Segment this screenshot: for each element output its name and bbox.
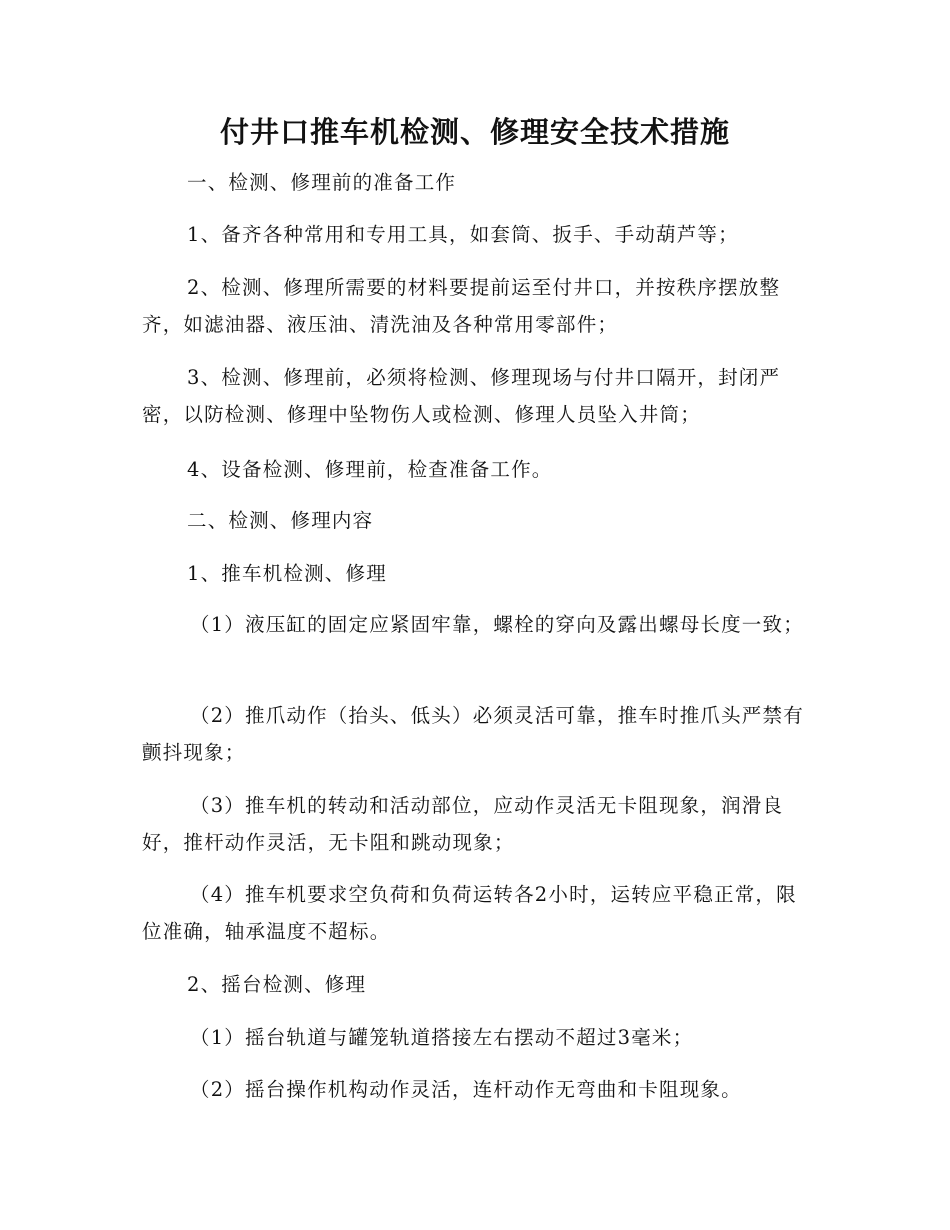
paragraph-tools: 1、备齐各种常用和专用工具，如套筒、扳手、手动葫芦等； (187, 223, 739, 246)
paragraph-isolation: 3、检测、修理前，必须将检测、修理现场与付井口隔开，封闭严密，以防检测、修理中坠物伤人或检测、修理人员坠入井筒； (142, 366, 781, 426)
subsection-heading-rocker: 2、摇台检测、修理 (187, 973, 367, 996)
subsection-heading-pusher: 1、推车机检测、修理 (187, 562, 387, 585)
paragraph-check-preparation: 4、设备检测、修理前，检查准备工作。 (187, 458, 553, 481)
paragraph-rocker-track: （1）摇台轨道与罐笼轨道搭接左右摆动不超过3毫米； (190, 1026, 694, 1049)
paragraph-test-run: （4）推车机要求空负荷和负荷运转各2小时，运转应平稳正常，限位准确，轴承温度不超标。 (142, 883, 797, 943)
paragraph-moving-parts: （3）推车机的转动和活动部位，应动作灵活无卡阻现象，润滑良好，推杆动作灵活，无卡阻和跳动现象； (142, 794, 784, 854)
paragraph-push-claw: （2）推爪动作（抬头、低头）必须灵活可靠，推车时推爪头严禁有颤抖现象； (142, 704, 804, 764)
paragraph-materials: 2、检测、修理所需要的材料要提前运至付井口，并按秩序摆放整齐，如滤油器、液压油、清洗油及各种常用零部件； (142, 276, 781, 336)
paragraph-rocker-mechanism: （2）摇台操作机构动作灵活，连杆动作无弯曲和卡阻现象。 (190, 1078, 742, 1101)
section-heading-preparation: 一、检测、修理前的准备工作 (187, 171, 457, 194)
document-title: 付井口推车机检测、修理安全技术措施 (219, 115, 730, 149)
paragraph-cylinder: （1）液压缸的固定应紧固牢靠，螺栓的穿向及露出螺母长度一致； (190, 613, 804, 636)
section-heading-content: 二、检测、修理内容 (187, 509, 374, 532)
